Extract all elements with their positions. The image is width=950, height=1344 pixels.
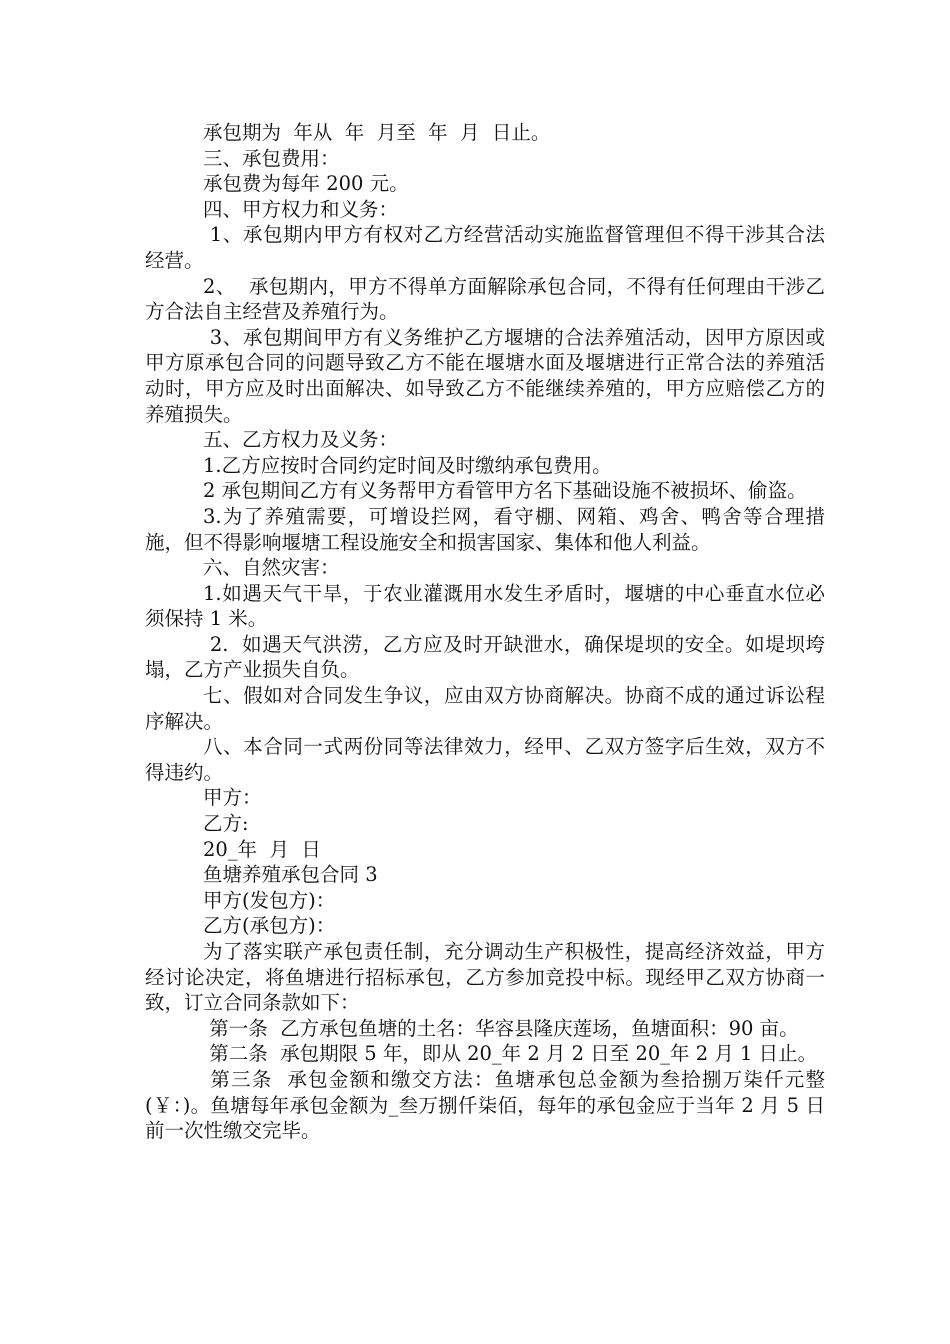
section-heading: 六、自然灾害： <box>203 556 340 580</box>
paragraph: 3、承包期间甲方有义务维护乙方堰塘的合法养殖活动，因甲方原因或甲方原承包合同的问题导致乙方不能在堰塘水面及堰塘进行正常合法的养殖活动时，甲方应及时出面解决、如导致乙方不能继续养殖的，甲方应赔偿乙方的养殖损失。 <box>145 325 825 426</box>
clause: 第一条 乙方承包鱼塘的土名：华容县隆庆莲场，鱼塘面积：90 亩。 <box>203 1016 799 1040</box>
section-heading: 三、承包费用： <box>203 146 340 170</box>
paragraph: 2. 如遇天气洪涝，乙方应及时开缺泄水，确保堤坝的安全。如堤坝垮塌，乙方产业损失自负。 <box>145 632 825 682</box>
party-a-line: 甲方(发包方)： <box>203 888 336 912</box>
clause: 第二条 承包期限 5 年，即从 20_年 2 月 2 日至 20_年 2 月 1 日止。 <box>203 1042 818 1066</box>
paragraph: 八、本合同一式两份同等法律效力，经甲、乙双方签字后生效，双方不得违约。 <box>145 735 825 784</box>
signature-party-a: 甲方： <box>203 786 262 810</box>
paragraph: 承包期为 年从 年 月至 年 月 日止。 <box>203 121 551 144</box>
paragraph: 承包费为每年 200 元。 <box>203 172 409 196</box>
section-heading: 四、甲方权力和义务： <box>203 197 399 221</box>
paragraph: 1、承包期内甲方有权对乙方经营活动实施监督管理但不得干涉其合法经营。 <box>145 223 825 272</box>
paragraph: 1.乙方应按时合同约定时间及时缴纳承包费用。 <box>203 453 612 477</box>
paragraph: 2 承包期间乙方有义务帮甲方看管甲方名下基础设施不被损坏、偷盗。 <box>203 479 807 503</box>
party-b-line: 乙方(承包方)： <box>203 914 336 938</box>
section-heading: 五、乙方权力及义务： <box>203 428 399 452</box>
paragraph: 1.如遇天气干旱，于农业灌溉用水发生矛盾时，堰塘的中心垂直水位必须保持 1 米。 <box>145 581 825 631</box>
contract-title: 鱼塘养殖承包合同 3 <box>203 863 378 887</box>
clause: 第三条 承包金额和缴交方法：鱼塘承包总金额为叁拾捌万柒仟元整(￥：)。鱼塘每年承包金额为_叁万捌仟柒佰，每年的承包金应于当年 2 月 5 日前一次性缴交完毕。 <box>145 1067 825 1143</box>
signature-date: 20_年 月 日 <box>203 837 321 861</box>
signature-party-b: 乙方: <box>203 812 249 836</box>
paragraph: 七、假如对合同发生争议，应由双方协商解决。协商不成的通过诉讼程序解决。 <box>145 684 825 733</box>
paragraph: 为了落实联产承包责任制，充分调动生产积极性，提高经济效益，甲方经讨论决定，将鱼塘进行招标承包，乙方参加竞投中标。现经甲乙双方协商一致，订立合同条款如下： <box>145 940 825 1015</box>
paragraph: 3.为了养殖需要，可增设拦网，看守棚、网箱、鸡舍、鸭舍等合理措施，但不得影响堰塘工程设施安全和损害国家、集体和他人利益。 <box>145 504 825 554</box>
document-body <box>145 120 825 1144</box>
paragraph: 2、 承包期内，甲方不得单方面解除承包合同，不得有任何理由干涉乙方合法自主经营及养殖行为。 <box>145 274 825 324</box>
